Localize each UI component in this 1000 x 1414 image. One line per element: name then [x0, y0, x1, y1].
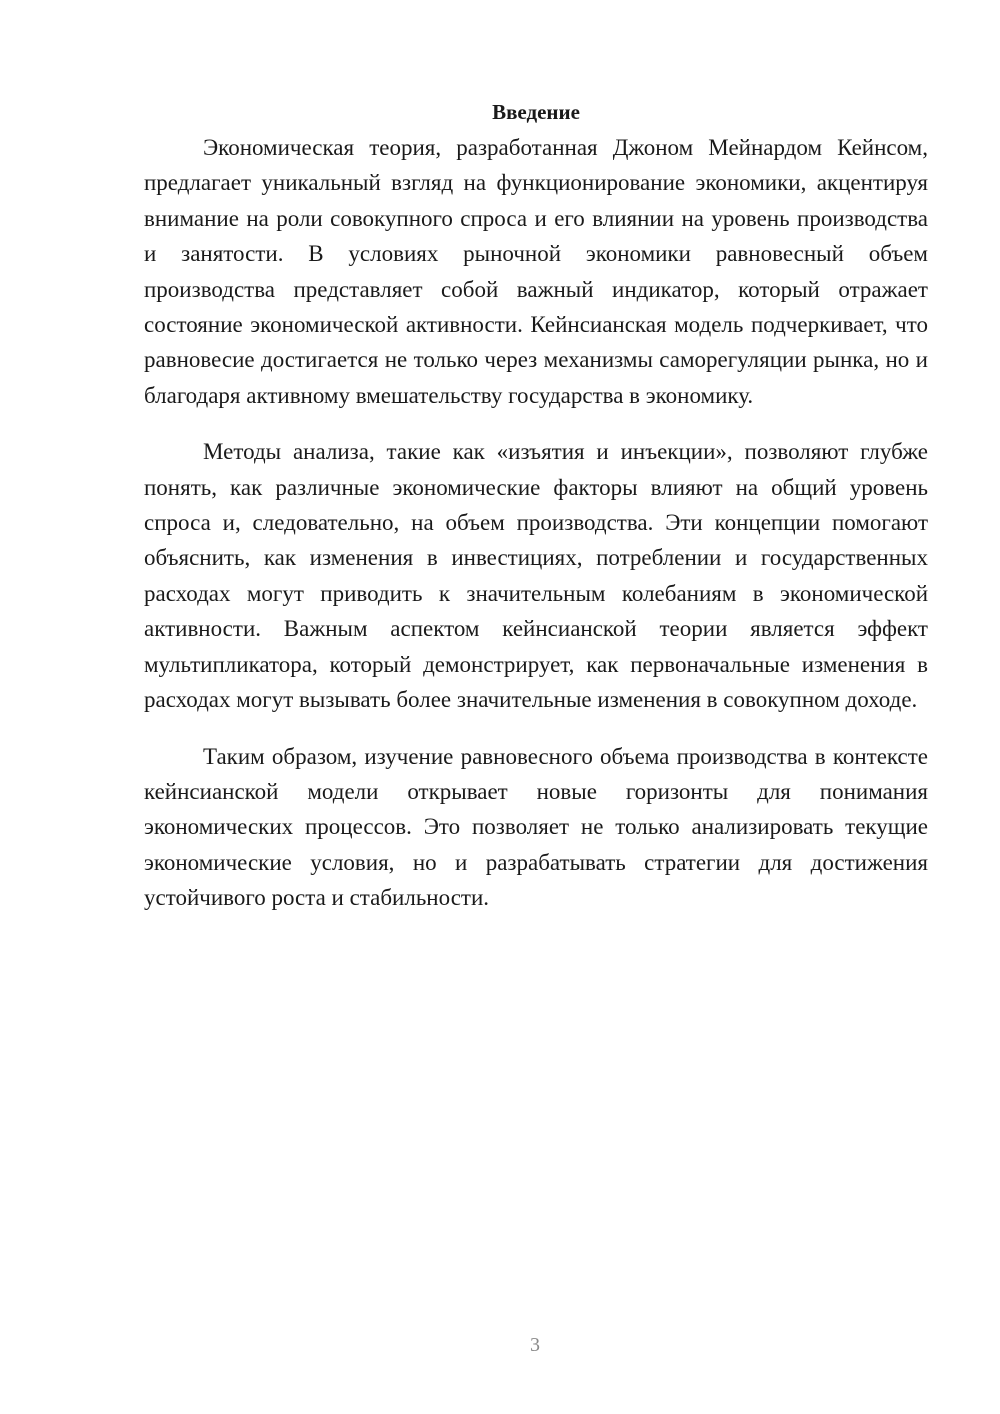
section-heading: Введение	[492, 100, 580, 124]
paragraph-intro: Экономическая теория, разработанная Джоном Мейнардом Кейнсом, предлагает уникальный взгляд на функционирование экономики, акцентируя внимание на роли совокупного спроса и его влиянии на уровень производства и занятости. В условиях рыночной экономики равновесный объем производства представляет собой важный индикатор, который отражает состояние экономической активности. Кейнсианская модель подчеркивает, что равновесие достигается не только через механизмы саморегуляции рынка, но и благодаря активному вмешательству государства в экономику.	[144, 135, 928, 408]
page-content	[144, 94, 928, 937]
paragraph-methods: Методы анализа, такие как «изъятия и инъекции», позволяют глубже понять, как различные экономические факторы влияют на общий уровень спроса и, следовательно, на объем производства. Эти концепции помогают объяснить, как изменения в инвестициях, потреблении и государственных расходах могут приводить к значительным колебаниям в экономической активности. Важным аспектом кейнсианской теории является эффект мультипликатора, который демонстрирует, как первоначальные изменения в расходах могут вызывать более значительные изменения в совокупном доходе.	[144, 439, 928, 713]
paragraph-conclusion: Таким образом, изучение равновесного объема производства в контексте кейнсианской модели открывает новые горизонты для понимания экономических процессов. Это позволяет не только анализировать текущие экономические условия, но и разрабатывать стратегии для достижения устойчивого роста и стабильности.	[144, 743, 928, 911]
page-number: 3	[530, 1334, 540, 1356]
